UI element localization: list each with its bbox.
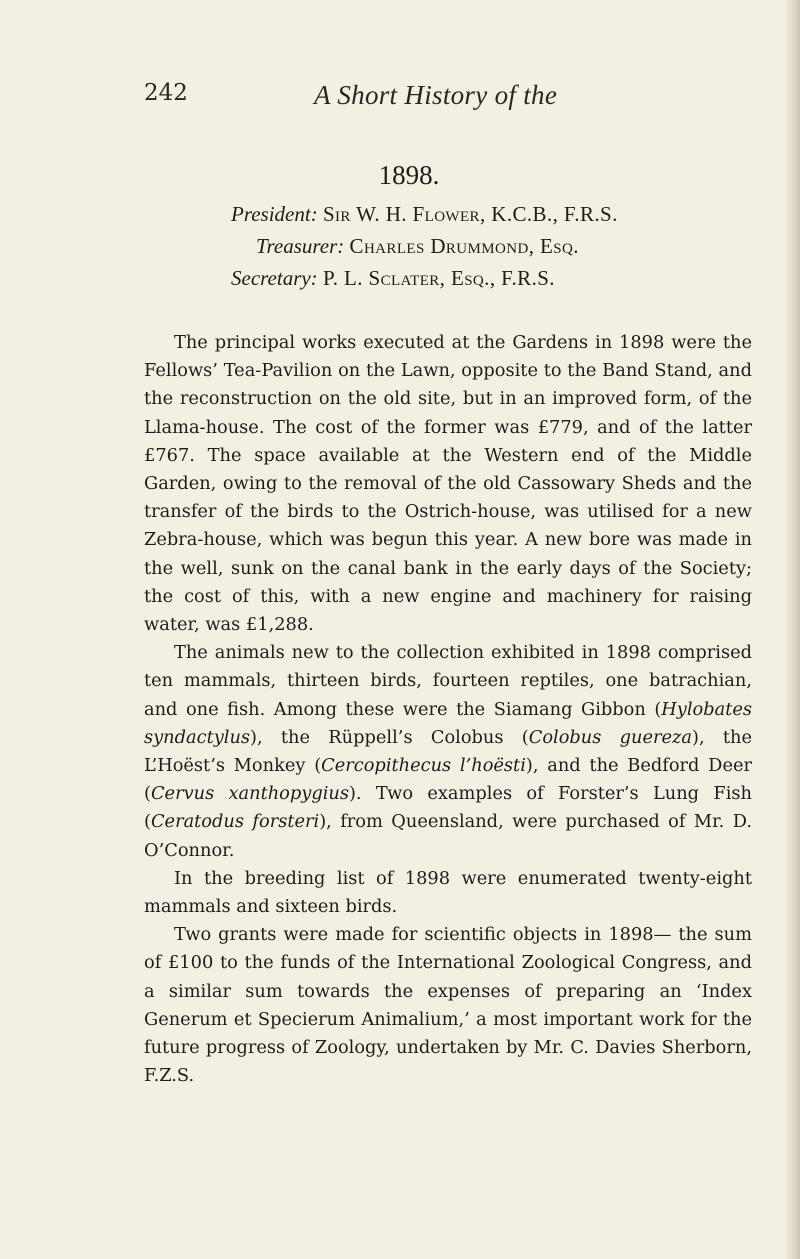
officer-name: P. L. Sclater, Esq., F.R.S. bbox=[322, 266, 555, 290]
text-run: ), the Rüppell’s Colobus ( bbox=[250, 726, 529, 748]
officer-role: President: bbox=[231, 202, 318, 226]
text-run: The animals new to the collection exhibited in 1898 comprised ten mammals, thirteen birds, fourteen reptiles, one batrachian, and one fish. Among these were the Siamang Gibbon ( bbox=[144, 642, 752, 720]
page-number: 242 bbox=[144, 80, 188, 106]
officer-president bbox=[231, 198, 800, 230]
year-heading: 1898. bbox=[378, 160, 440, 190]
officer-secretary bbox=[231, 262, 800, 294]
paragraph-grants: Two grants were made for scientific objects in 1898— the sum of £100 to the funds of the International Zoological Congress, and a similar sum towards the expenses of preparing an ‘Index Generum et Specierum Animalium,’ a most important work for the future progress of Zoology, undertaken by Mr. C. Davies Sherborn, F.Z.S. bbox=[144, 924, 752, 1087]
species-name: Colobus guereza bbox=[528, 726, 693, 748]
species-name: Ceratodus forsteri bbox=[150, 811, 320, 833]
officer-role: Secretary: bbox=[231, 266, 318, 290]
species-name: Cercopithecus l’hoësti bbox=[321, 755, 526, 777]
text-run: ), the L’Hoëst’s Monkey ( bbox=[144, 726, 752, 777]
officer-treasurer bbox=[256, 230, 800, 262]
species-name: Hylobates syndactylus bbox=[144, 698, 752, 748]
officer-role: Treasurer: bbox=[256, 234, 345, 258]
officer-name: Charles Drummond, Esq. bbox=[349, 234, 579, 258]
paragraph-works: The principal works executed at the Gardens in 1898 were the Fellows’ Tea-Pavilion on the Lawn, opposite to the Band Stand, and the reconstruction on the old site, but in an improved form, of the Llama-house. The cost of the former was £779, and of the latter £767. The space available at the Western end of the Middle Garden, owing to the removal of the old Cassowary Sheds and the transfer of the birds to the Ostrich-house, was utilised for a new Zebra-house, which was begun this year. A new bore was made in the well, sunk on the canal bank in the early days of the Society; the cost of this, with a new engine and machinery for raising water, was £1,288. bbox=[144, 332, 752, 636]
text-run: ). Two examples of Forster’s Lung Fish ( bbox=[144, 783, 752, 833]
paragraph-new-animals bbox=[144, 639, 752, 865]
text-run: ), and the Bedford Deer ( bbox=[144, 755, 752, 805]
running-title: A Short History of the bbox=[314, 80, 558, 110]
species-name: Cervus xanthopygius bbox=[150, 783, 349, 805]
officers-list bbox=[0, 198, 800, 294]
text-run: ), from Queensland, were purchased of Mr. D. O’Connor. bbox=[144, 811, 752, 861]
running-header bbox=[0, 80, 800, 116]
officer-name: Sir W. H. Flower, K.C.B., F.R.S. bbox=[322, 202, 618, 226]
paragraph-breeding: In the breeding list of 1898 were enumerated twenty-eight mammals and sixteen birds. bbox=[144, 867, 752, 918]
body-text bbox=[144, 329, 752, 1090]
